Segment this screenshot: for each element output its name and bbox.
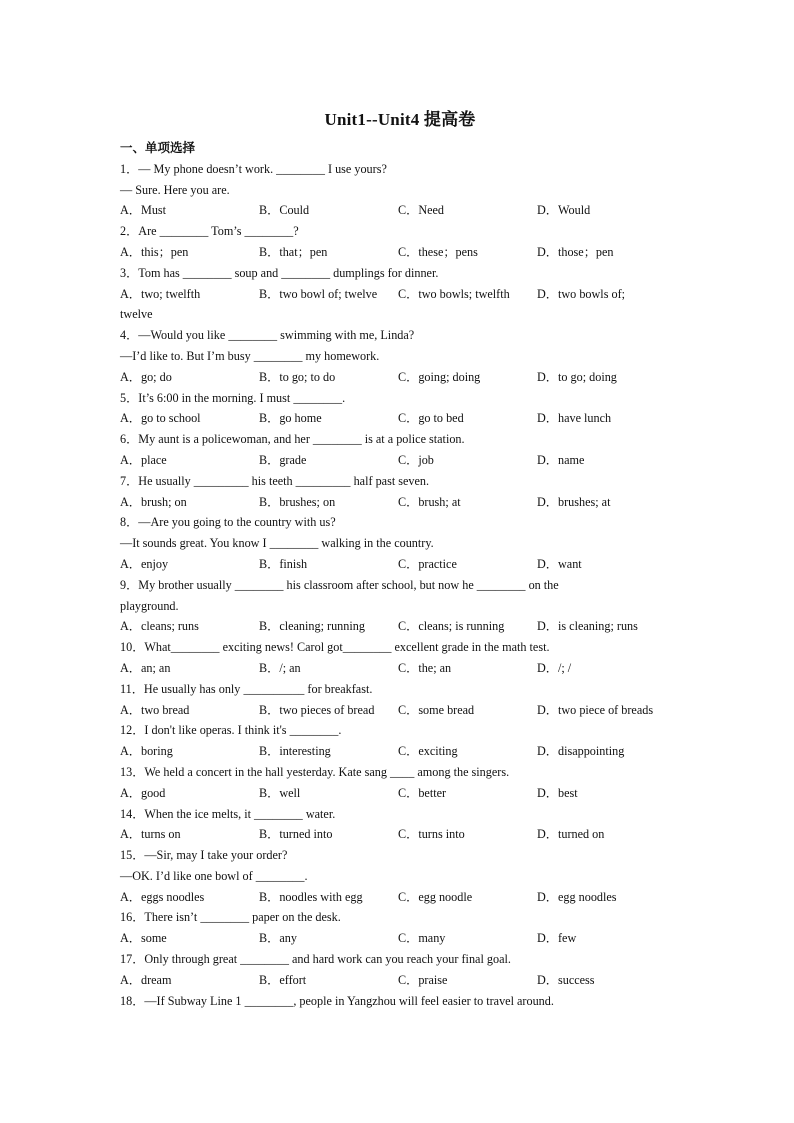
question-item xyxy=(120,388,680,430)
options-row xyxy=(120,783,680,804)
answer-option[interactable]: D．few xyxy=(537,931,577,946)
answer-option[interactable]: B．well xyxy=(259,785,301,800)
answer-option[interactable]: D．Would xyxy=(537,203,591,218)
question-text: 15．—Sir, may I take your order? xyxy=(120,848,288,863)
answer-option[interactable]: D．have lunch xyxy=(537,411,612,426)
answer-option[interactable]: B．to go; to do xyxy=(259,369,336,384)
question-text: 14．When the ice melts, it ________ water. xyxy=(120,806,336,821)
answer-option[interactable]: C．two bowls; twelfth xyxy=(398,286,510,301)
question-item xyxy=(120,907,680,949)
question-text: 9．My brother usually ________ his classroom after school, but now he ________ on the xyxy=(120,577,559,592)
answer-option[interactable]: B．grade xyxy=(259,452,307,467)
answer-option[interactable]: C．exciting xyxy=(398,744,458,759)
answer-option[interactable]: B．noodles with egg xyxy=(259,889,363,904)
answer-option[interactable]: B．Could xyxy=(259,203,310,218)
answer-option[interactable]: A．two; twelfth xyxy=(120,286,201,301)
question-text: — Sure. Here you are. xyxy=(120,182,230,197)
answer-option[interactable]: A．an; an xyxy=(120,660,171,675)
answer-option[interactable]: C．egg noodle xyxy=(398,889,473,904)
question-text: 3．Tom has ________ soup and ________ dumplings for dinner. xyxy=(120,265,439,280)
answer-option[interactable]: C．Need xyxy=(398,203,445,218)
answer-option[interactable]: D．those；pen xyxy=(537,244,614,259)
question-text: —It sounds great. You know I ________ walking in the country. xyxy=(120,536,434,551)
question-text: 18．—If Subway Line 1 ________, people in Yangzhou will feel easier to travel around. xyxy=(120,993,554,1008)
answer-option[interactable]: A．turns on xyxy=(120,827,181,842)
answer-option[interactable]: C．practice xyxy=(398,556,457,571)
answer-option[interactable]: B．finish xyxy=(259,556,308,571)
question-item xyxy=(120,221,680,263)
answer-option[interactable]: A．this；pen xyxy=(120,244,189,259)
question-text: 5．It’s 6:00 in the morning. I must ________. xyxy=(120,390,346,405)
question-text: playground. xyxy=(120,598,179,613)
answer-option[interactable]: D．two bowls of; xyxy=(537,286,626,301)
options-row xyxy=(120,200,680,221)
answer-option[interactable]: D．brushes; at xyxy=(537,494,611,509)
options-row xyxy=(120,450,680,471)
question-text: 8．—Are you going to the country with us? xyxy=(120,515,336,530)
answer-option[interactable]: D．success xyxy=(537,972,595,987)
answer-option[interactable]: D．name xyxy=(537,452,585,467)
question-text: 4．—Would you like ________ swimming with me, Linda? xyxy=(120,328,415,343)
answer-option[interactable]: A．two bread xyxy=(120,702,190,717)
answer-option[interactable]: C．the; an xyxy=(398,660,452,675)
options-row xyxy=(120,492,680,513)
exam-page xyxy=(120,108,680,1011)
question-text: 7．He usually _________ his teeth _________ half past seven. xyxy=(120,473,430,488)
question-text: —OK. I’d like one bowl of ________. xyxy=(120,868,308,883)
question-text: 13．We held a concert in the hall yesterday. Kate sang ____ among the singers. xyxy=(120,764,510,779)
answer-option[interactable]: C．some bread xyxy=(398,702,475,717)
options-row xyxy=(120,554,680,575)
answer-option[interactable]: C．going; doing xyxy=(398,369,481,384)
answer-option[interactable]: B．effort xyxy=(259,972,307,987)
answer-option[interactable]: D．egg noodles xyxy=(537,889,617,904)
answer-option[interactable]: C．better xyxy=(398,785,447,800)
question-text: 1．— My phone doesn’t work. ________ I use yours? xyxy=(120,161,387,176)
answer-option[interactable]: B．cleaning; running xyxy=(259,619,365,634)
answer-option[interactable]: A．enjoy xyxy=(120,556,169,571)
question-text: 2．Are ________ Tom’s ________? xyxy=(120,224,299,239)
question-item xyxy=(120,720,680,762)
answer-option[interactable]: D．to go; doing xyxy=(537,369,617,384)
question-text: —I’d like to. But I’m busy ________ my homework. xyxy=(120,348,380,363)
page-title: Unit1--Unit4 提高卷 xyxy=(324,110,476,129)
section-heading: 一、单项选择 xyxy=(120,141,196,155)
question-item xyxy=(120,637,680,679)
answer-option[interactable]: B．turned into xyxy=(259,827,333,842)
answer-option[interactable]: A．eggs noodles xyxy=(120,889,205,904)
options-row xyxy=(120,367,680,388)
options-row xyxy=(120,284,680,305)
answer-option[interactable]: B．go home xyxy=(259,411,322,426)
question-list xyxy=(120,159,680,1012)
question-item xyxy=(120,512,680,574)
answer-option[interactable]: A．place xyxy=(120,452,167,467)
answer-option[interactable]: C．many xyxy=(398,931,446,946)
answer-option[interactable]: A．go; do xyxy=(120,369,172,384)
question-text: 17．Only through great ________ and hard work can you reach your final goal. xyxy=(120,952,511,967)
answer-option[interactable]: A．some xyxy=(120,931,167,946)
answer-option[interactable]: C．go to bed xyxy=(398,411,464,426)
options-row xyxy=(120,700,680,721)
question-item xyxy=(120,429,680,471)
question-text: 10．What________ exciting news! Carol got________ excellent grade in the math test. xyxy=(120,640,550,655)
answer-option[interactable]: A．good xyxy=(120,785,166,800)
answer-option[interactable]: B．two pieces of bread xyxy=(259,702,375,717)
question-item xyxy=(120,762,680,804)
question-item xyxy=(120,804,680,846)
answer-option[interactable]: B．brushes; on xyxy=(259,494,336,509)
answer-option[interactable]: D．is cleaning; runs xyxy=(537,619,638,634)
options-row xyxy=(120,824,680,845)
answer-option[interactable]: A．dream xyxy=(120,972,172,987)
question-item xyxy=(120,159,680,221)
question-item xyxy=(120,949,680,991)
question-item xyxy=(120,845,680,907)
question-item xyxy=(120,263,680,325)
answer-option[interactable]: C．brush; at xyxy=(398,494,461,509)
answer-option[interactable]: C．job xyxy=(398,452,434,467)
answer-option[interactable]: A．go to school xyxy=(120,411,201,426)
question-text: 12．I don't like operas. I think it's ________. xyxy=(120,723,342,738)
answer-option[interactable]: A．cleans; runs xyxy=(120,619,199,634)
answer-option[interactable]: D．two piece of breads xyxy=(537,702,654,717)
answer-option[interactable]: D．disappointing xyxy=(537,744,625,759)
answer-option[interactable]: C．cleans; is running xyxy=(398,619,505,634)
answer-option[interactable]: A．Must xyxy=(120,203,167,218)
options-row xyxy=(120,741,680,762)
answer-option[interactable]: B．/; an xyxy=(259,660,301,675)
options-row xyxy=(120,242,680,263)
question-text: 11．He usually has only __________ for breakfast. xyxy=(120,681,373,696)
question-item xyxy=(120,679,680,721)
question-item xyxy=(120,575,680,637)
option-continuation: twelve xyxy=(120,307,153,322)
options-row xyxy=(120,408,680,429)
question-text: 16．There isn’t ________ paper on the desk. xyxy=(120,910,341,925)
options-row xyxy=(120,928,680,949)
answer-option[interactable]: D．turned on xyxy=(537,827,605,842)
question-item xyxy=(120,991,680,1012)
answer-option[interactable]: B．two bowl of; twelve xyxy=(259,286,378,301)
question-text: 6．My aunt is a policewoman, and her ________ is at a police station. xyxy=(120,432,465,447)
question-item xyxy=(120,471,680,513)
answer-option[interactable]: C．turns into xyxy=(398,827,465,842)
answer-option[interactable]: A．boring xyxy=(120,744,173,759)
options-row xyxy=(120,658,680,679)
answer-option[interactable]: D．best xyxy=(537,785,578,800)
answer-option[interactable]: D．/; / xyxy=(537,660,572,675)
options-row xyxy=(120,887,680,908)
options-row xyxy=(120,616,680,637)
answer-option[interactable]: B．interesting xyxy=(259,744,331,759)
options-row xyxy=(120,970,680,991)
answer-option[interactable]: B．any xyxy=(259,931,297,946)
answer-option[interactable]: A．brush; on xyxy=(120,494,187,509)
question-item xyxy=(120,325,680,387)
answer-option[interactable]: C．these；pens xyxy=(398,244,478,259)
answer-option[interactable]: B．that；pen xyxy=(259,244,328,259)
answer-option[interactable]: C．praise xyxy=(398,972,448,987)
answer-option[interactable]: D．want xyxy=(537,556,582,571)
